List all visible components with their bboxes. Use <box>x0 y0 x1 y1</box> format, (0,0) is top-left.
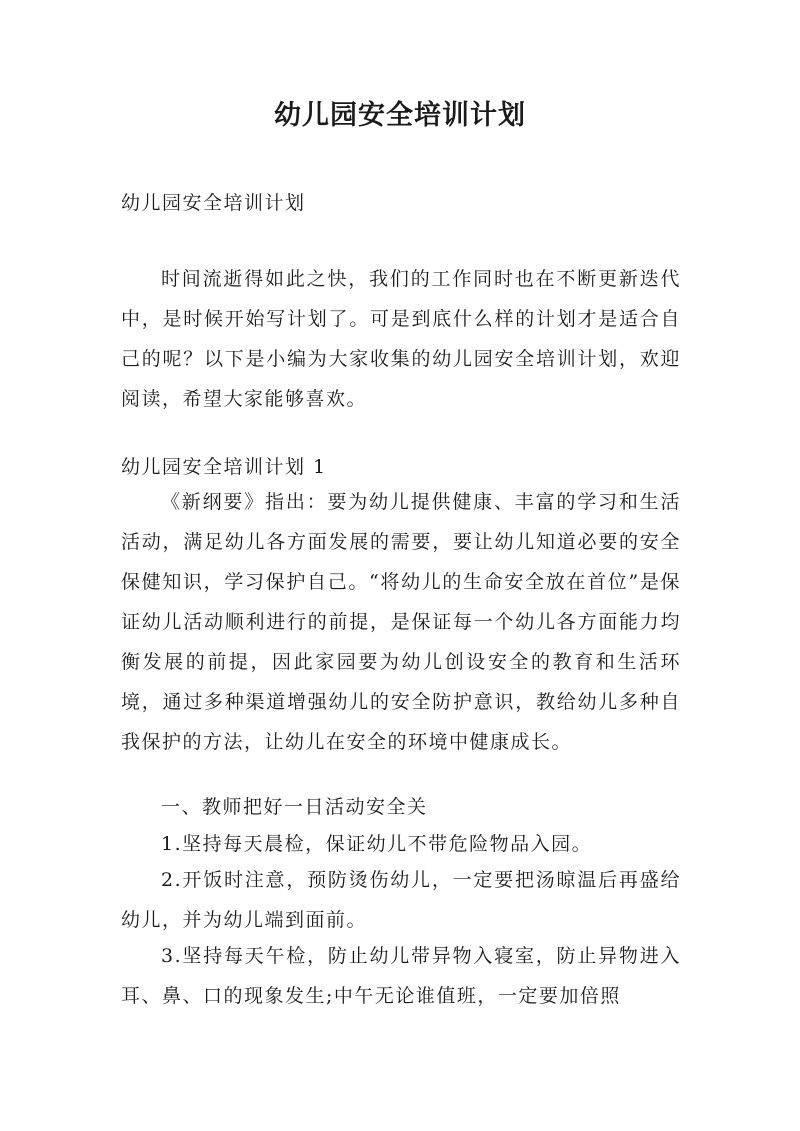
main-paragraph: 《新纲要》指出：要为幼儿提供健康、丰富的学习和生活活动，满足幼儿各方面发展的需要，要让幼儿知道必要的安全保健知识，学习保护自己。“将幼儿的生命安全放在首位”是保证幼儿活动顺利进行的前提，是保证每一个幼儿各方面能力均衡发展的前提，因此家园要为幼儿创设安全的教育和生活环境，通过多种渠道增强幼儿的安全防护意识，教给幼儿多种自我保护的方法，让幼儿在安全的环境中健康成长。 <box>121 491 681 753</box>
intro-paragraph: 时间流逝得如此之快，我们的工作同时也在不断更新迭代中，是时候开始写计划了。可是到底什么样的计划才是适合自己的呢？以下是小编为大家收集的幼儿园安全培训计划，欢迎阅读，希望大家能够喜欢。 <box>121 268 681 410</box>
list-item: 1.坚持每天晨检，保证幼儿不带危险物品入园。 <box>161 833 593 855</box>
list-item: 2.开饭时注意，预防烫伤幼儿，一定要把汤晾温后再盛给幼儿，并为幼儿端到面前。 <box>121 869 681 931</box>
document-title: 幼儿园安全培训计划 <box>274 100 526 131</box>
document-subtitle: 幼儿园安全培训计划 <box>121 192 306 214</box>
section-heading: 幼儿园安全培训计划 1 <box>121 456 327 478</box>
list-heading: 一、教师把好一日活动安全关 <box>161 796 428 818</box>
list-item: 3.坚持每天午检，防止幼儿带异物入寝室，防止异物进入耳、鼻、口的现象发生;中午无论谁值班，一定要加倍照 <box>121 945 681 1007</box>
